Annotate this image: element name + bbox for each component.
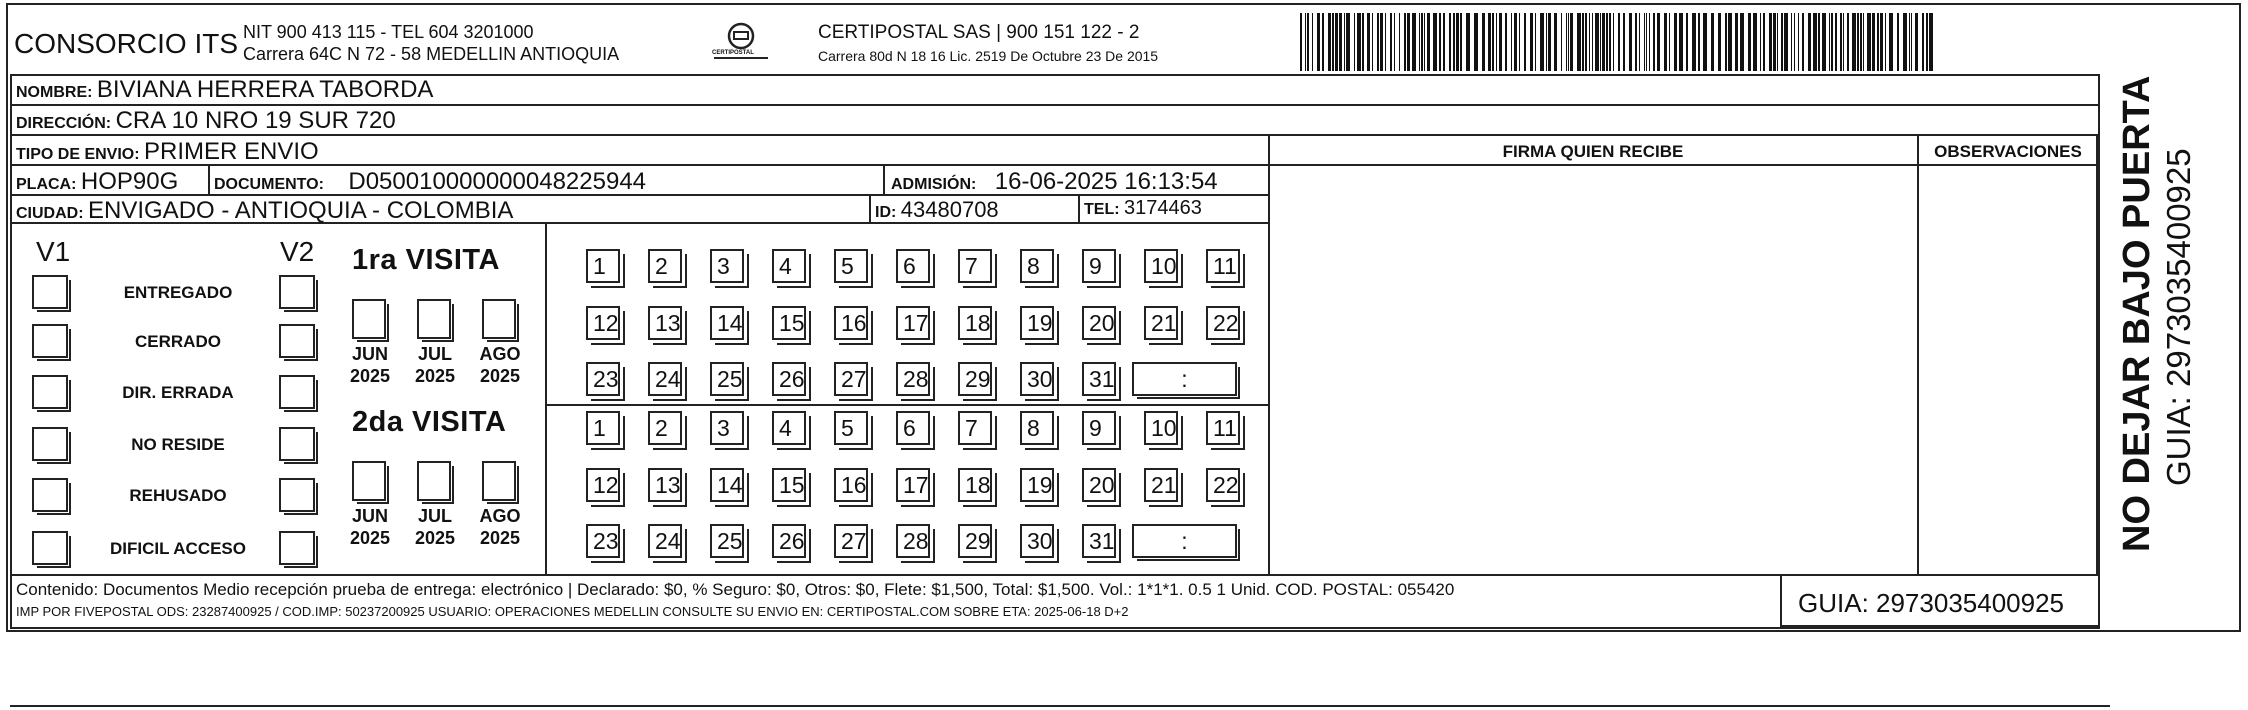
direccion-label: DIRECCIÓN: [16,115,112,132]
id-row [875,197,999,223]
month-label: JUL 2025 [414,506,456,548]
observaciones-area[interactable] [1919,166,2095,572]
visit-title: 1ra VISITA [352,244,500,276]
tipo-label: TIPO DE ENVIO: [16,146,140,163]
day-box[interactable]: 25 [710,524,744,558]
status-label: NO RESIDE [131,435,225,454]
day-box[interactable]: 19 [1020,468,1054,502]
day-box[interactable]: 14 [710,306,744,340]
day-box[interactable]: 31 [1082,362,1116,396]
time-box[interactable]: : [1132,362,1237,396]
day-box[interactable]: 7 [958,411,992,445]
day-box[interactable]: 20 [1082,468,1116,502]
imp-text: IMP POR FIVEPOSTAL ODS: 23287400925 / COD.IMP: 50237200925 USUARIO: OPERACIONES MEDELLIN CONSULTE SU ENVIO EN: CERTIPOSTAL.COM SOBRE ETA: 2025-06-18 D+2 [16,604,1129,619]
day-box[interactable]: 12 [586,468,620,502]
day-box[interactable]: 1 [586,411,620,445]
v1-checkbox[interactable] [32,478,68,512]
ciudad-value: ENVIGADO - ANTIOQUIA - COLOMBIA [88,197,514,224]
month-label: JUN 2025 [349,344,391,386]
v1-checkbox[interactable] [32,375,68,409]
day-box[interactable]: 26 [772,362,806,396]
day-box[interactable]: 19 [1020,306,1054,340]
nombre-value: BIVIANA HERRERA TABORDA [96,76,434,103]
day-box[interactable]: 5 [834,249,868,283]
day-box[interactable]: 23 [586,362,620,396]
day-box[interactable]: 27 [834,362,868,396]
v2-checkbox[interactable] [279,275,315,309]
certipostal-logo-icon [710,20,772,66]
day-box[interactable]: 17 [896,306,930,340]
side-warning: NO DEJAR BAJO PUERTA [2116,75,2158,552]
day-box[interactable]: 11 [1206,411,1240,445]
ciudad-row [16,197,513,225]
observaciones-label: OBSERVACIONES [1934,142,2082,161]
day-box[interactable]: 10 [1144,411,1178,445]
day-box[interactable]: 2 [648,411,682,445]
firma-label: FIRMA QUIEN RECIBE [1502,142,1684,161]
status-label: REHUSADO [129,486,227,505]
month-checkbox[interactable] [417,461,451,501]
day-box[interactable]: 3 [710,249,744,283]
v2-checkbox[interactable] [279,478,315,512]
day-box[interactable]: 22 [1206,468,1240,502]
v2-label: V2 [280,236,315,267]
nit-line: NIT 900 413 115 - TEL 604 3201000 [243,22,534,42]
day-box[interactable]: 9 [1082,249,1116,283]
day-box[interactable]: 15 [772,468,806,502]
day-box[interactable]: 11 [1206,249,1240,283]
v1-label: V1 [36,236,71,267]
day-box[interactable]: 7 [958,249,992,283]
day-box[interactable]: 28 [896,524,930,558]
time-box[interactable]: : [1132,524,1237,558]
day-box[interactable]: 1 [586,249,620,283]
day-box[interactable]: 21 [1144,468,1178,502]
month-checkbox[interactable] [482,299,516,339]
day-box[interactable]: 24 [648,362,682,396]
day-box[interactable]: 12 [586,306,620,340]
month-label: AGO 2025 [479,506,521,548]
day-box[interactable]: 24 [648,524,682,558]
day-box[interactable]: 9 [1082,411,1116,445]
month-label: JUL 2025 [414,344,456,386]
day-box[interactable]: 10 [1144,249,1178,283]
nombre-label: NOMBRE: [16,84,93,101]
day-box[interactable]: 8 [1020,249,1054,283]
day-box[interactable]: 27 [834,524,868,558]
day-box[interactable]: 13 [648,306,682,340]
day-box[interactable]: 28 [896,362,930,396]
v1-checkbox[interactable] [32,324,68,358]
day-box[interactable]: 6 [896,249,930,283]
status-label: CERRADO [135,332,221,351]
v1-checkbox[interactable] [32,275,68,309]
v1-checkbox[interactable] [32,531,68,565]
direccion-row [16,107,396,135]
day-box[interactable]: 14 [710,468,744,502]
placa-value: HOP90G [80,168,179,195]
month-checkbox[interactable] [417,299,451,339]
month-label: AGO 2025 [479,344,521,386]
day-box[interactable]: 16 [834,468,868,502]
placa-label: PLACA: [16,176,77,193]
tel-label: TEL: [1084,201,1120,218]
v1-checkbox[interactable] [32,427,68,461]
day-box[interactable]: 4 [772,411,806,445]
status-label: DIFICIL ACCESO [109,539,246,558]
admision-label: ADMISIÓN: [891,176,977,193]
barcode [1300,13,1940,71]
day-box[interactable]: 18 [958,468,992,502]
logo-text: CERTIPOSTAL [712,50,754,56]
documento-row [214,168,646,196]
v2-checkbox[interactable] [279,531,315,565]
day-box[interactable]: 22 [1206,306,1240,340]
documento-label: DOCUMENTO: [214,176,324,193]
admision-row [891,168,1218,196]
month-checkbox[interactable] [482,461,516,501]
v2-checkbox[interactable] [279,427,315,461]
day-box[interactable]: 2 [648,249,682,283]
license-line: Carrera 80d N 18 16 Lic. 2519 De Octubre 23 De 2015 [818,48,1159,64]
day-box[interactable]: 17 [896,468,930,502]
day-box[interactable]: 15 [772,306,806,340]
month-checkbox[interactable] [352,461,386,501]
day-box[interactable]: 8 [1020,411,1054,445]
status-label: ENTREGADO [123,283,233,302]
day-box[interactable]: 30 [1020,362,1054,396]
side-guia: GUIA: 2973035400925 [2160,148,2197,486]
company-name: CONSORCIO ITS [14,28,239,59]
day-box[interactable]: 23 [586,524,620,558]
day-box[interactable]: 26 [772,524,806,558]
contenido-text: Contenido: Documentos Medio recepción prueba de entrega: electrónico | Declarado: $0, % Seguro: $0, Otros: $0, Flete: $1,500, Total: $1,500. Vol.: 1*1*1. 0.5 1 Unid. COD. POSTAL: 055420 [16,580,1455,599]
tipo-row [16,138,319,166]
day-box[interactable]: 6 [896,411,930,445]
day-box[interactable]: 29 [958,524,992,558]
direccion-value: CRA 10 NRO 19 SUR 720 [115,107,396,134]
day-box[interactable]: 5 [834,411,868,445]
day-box[interactable]: 13 [648,468,682,502]
v2-checkbox[interactable] [279,375,315,409]
status-label: DIR. ERRADA [122,383,234,402]
day-box[interactable]: 16 [834,306,868,340]
tipo-value: PRIMER ENVIO [144,138,319,165]
footer-guia: GUIA: 2973035400925 [1798,588,2064,618]
address-line: Carrera 64C N 72 - 58 MEDELLIN ANTIOQUIA [243,44,620,64]
day-box[interactable]: 21 [1144,306,1178,340]
id-label: ID: [875,204,897,221]
day-box[interactable]: 20 [1082,306,1116,340]
day-box[interactable]: 18 [958,306,992,340]
month-label: JUN 2025 [349,506,391,548]
day-box[interactable]: 31 [1082,524,1116,558]
day-box[interactable]: 3 [710,411,744,445]
nombre-row [16,76,433,104]
visit-title: 2da VISITA [352,406,507,438]
tel-value: 3174463 [1124,197,1202,219]
signature-area[interactable] [1270,166,1916,572]
courier-line: CERTIPOSTAL SAS | 900 151 122 - 2 [818,22,1140,43]
day-box[interactable]: 30 [1020,524,1054,558]
day-box[interactable]: 25 [710,362,744,396]
ciudad-label: CIUDAD: [16,205,84,222]
tel-row [1084,197,1202,220]
v2-checkbox[interactable] [279,324,315,358]
day-box[interactable]: 29 [958,362,992,396]
admision-value: 16-06-2025 16:13:54 [994,168,1218,195]
day-box[interactable]: 4 [772,249,806,283]
documento-value: D050010000000048225944 [348,168,647,195]
id-value: 43480708 [900,197,999,222]
placa-row [16,168,178,196]
month-checkbox[interactable] [352,299,386,339]
